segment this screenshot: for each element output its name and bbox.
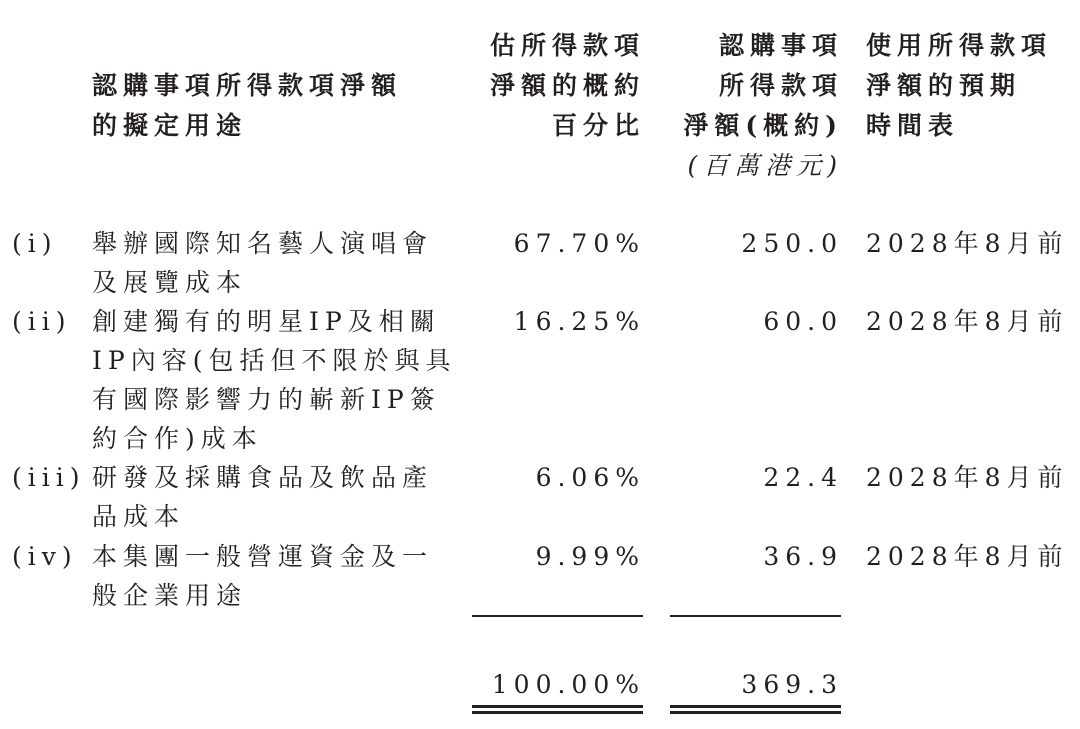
row-percentage: 9.99% — [535, 542, 645, 571]
header-amount-unit: (百萬港元) — [687, 151, 843, 180]
header-purpose-line: 的擬定用途 — [92, 111, 248, 140]
row-percentage: 16.25% — [513, 307, 645, 336]
row-timetable: 2028年8月前 — [866, 307, 1069, 336]
header-purpose — [92, 66, 402, 146]
row-label: (ii) — [12, 307, 72, 336]
header-percentage — [490, 26, 645, 146]
total-percentage: 100.00% — [491, 670, 645, 699]
row-purpose — [92, 537, 433, 615]
row-purpose-line: 有國際影響力的嶄新IP簽 — [92, 385, 441, 414]
header-percentage-line: 估所得款項 — [489, 31, 645, 60]
row-purpose-line: 及展覽成本 — [92, 268, 248, 297]
row-amount: 22.4 — [763, 463, 843, 492]
row-purpose — [92, 224, 433, 302]
row-label: (i) — [12, 229, 58, 258]
row-label: (iii) — [12, 463, 86, 492]
header-timetable-line: 使用所得款項 — [866, 31, 1053, 60]
row-amount: 36.9 — [763, 542, 843, 571]
row-amount: 60.0 — [763, 307, 843, 336]
header-amount — [683, 26, 843, 186]
row-timetable: 2028年8月前 — [866, 463, 1069, 492]
total-double-rule-amount — [670, 705, 841, 714]
header-amount-line: 認購事項 — [718, 31, 843, 60]
row-purpose-line: 研發及採購食品及飲品產 — [92, 463, 434, 492]
row-purpose — [92, 302, 456, 458]
row-timetable: 2028年8月前 — [866, 229, 1069, 258]
row-label: (iv) — [12, 542, 78, 571]
row-purpose-line: 舉辦國際知名藝人演唱會 — [92, 229, 434, 258]
header-timetable-line: 時間表 — [866, 111, 960, 140]
row-purpose-line: 創建獨有的明星IP及相關 — [92, 307, 441, 336]
row-purpose-line: IP內容(包括但不限於與具 — [92, 346, 457, 375]
subtotal-rule-amount — [670, 615, 841, 617]
header-amount-line: 淨額(概約) — [683, 111, 843, 140]
row-purpose-line: 般企業用途 — [92, 581, 248, 610]
row-purpose-line: 本集團一般營運資金及一 — [92, 542, 434, 571]
header-amount-line: 所得款項 — [718, 71, 843, 100]
row-percentage: 6.06% — [535, 463, 645, 492]
row-purpose-line: 品成本 — [92, 502, 186, 531]
row-timetable: 2028年8月前 — [866, 542, 1069, 571]
row-purpose — [92, 458, 433, 536]
header-purpose-line: 認購事項所得款項淨額 — [92, 71, 403, 100]
total-double-rule-percentage — [472, 705, 643, 714]
header-percentage-line: 百分比 — [551, 111, 645, 140]
header-timetable — [866, 26, 1052, 146]
row-amount: 250.0 — [741, 229, 843, 258]
subtotal-rule-percentage — [472, 615, 643, 617]
row-purpose-line: 約合作)成本 — [92, 424, 263, 453]
row-percentage: 67.70% — [513, 229, 645, 258]
header-timetable-line: 淨額的預期 — [866, 71, 1022, 100]
total-amount: 369.3 — [741, 670, 843, 699]
header-percentage-line: 淨額的概約 — [489, 71, 645, 100]
